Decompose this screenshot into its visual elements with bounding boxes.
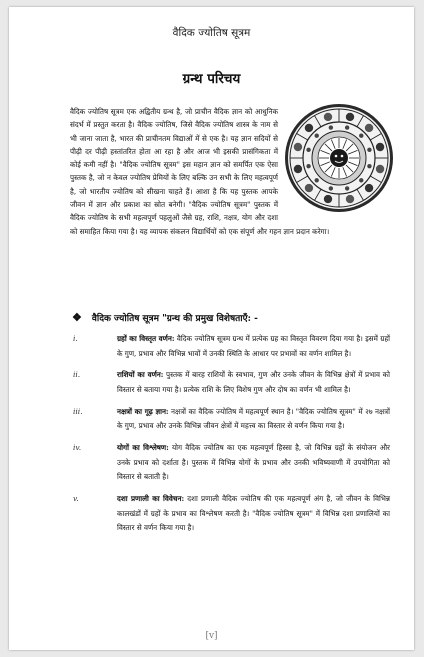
feature-item [70,368,390,397]
diamond-bullet-icon: ❖ [72,311,82,324]
feature-number: ii. [73,370,81,380]
feature-number: iii. [73,406,83,416]
feature-number: v. [73,494,79,504]
feature-item [70,405,390,434]
feature-text: वैदिक ज्योतिष सूत्रम ग्रन्थ में प्रत्येक ग्रह का विस्तृत विवरण दिया गया है। इसमें ग्रहों के गुण, प्रभाव और विभिन्न भावों में उनकी स्थिति के आधार पर प्रभावों का वर्णन शामिल है। [117,334,391,358]
features-heading-text: वैदिक ज्योतिष सूत्रम "ग्रन्थ की प्रमुख विशेषताएँ: - [91,314,258,324]
feature-title: दशा प्रणाली का विवेचन: [117,494,185,504]
feature-number: i. [73,334,78,343]
feature-title: योगों का विश्लेषण: [117,443,169,453]
feature-item [70,332,390,361]
feature-text: योग वैदिक ज्योतिष का एक महत्वपूर्ण हिस्सा है, जो विभिन्न ग्रहों के संयोजन और उनके प्रभाव को दर्शाता है। पुस्तक में विभिन्न योगों के प्रभाव और उनकी भविष्यवाणी में उपयोगिता को विस्तार से बताती है। [117,443,390,482]
feature-number: iv. [73,443,82,453]
feature-title: नक्षत्रों का गूढ़ ज्ञान: [117,406,169,416]
feature-title: राशियों का वर्णन: [117,370,164,380]
feature-item [70,441,390,485]
page-title: ग्रन्थ परिचय [182,71,241,87]
feature-text: नक्षत्रों का वैदिक ज्योतिष में महत्वपूर्ण स्थान है। "वैदिक ज्योतिष सूत्रम" में २७ नक्षत्रों के गुण, प्रभाव और उनके विभिन्न जीवन क्षेत्रों में महत्त्व का विस्तार से वर्णन किया गया है। [117,406,390,431]
feature-item [70,492,390,536]
feature-text: पुस्तक में बारह राशियों के स्वभाव, गुण और उनके जीवन के विभिन्न क्षेत्रों में प्रभाव को विस्तार से बताया गया है। प्रत्येक राशि के लिए विशेष गुण और दोष का वर्णन भी शामिल है। [117,370,390,394]
feature-title: ग्रहों का विस्तृत वर्णन: [117,334,175,343]
features-heading [70,311,390,324]
document-page [9,7,414,650]
zodiac-wheel-image [284,103,394,213]
running-header: वैदिक ज्योतिष सूत्रम [172,27,251,39]
features-list [70,332,390,543]
page-number: [v] [205,631,218,641]
intro-paragraph: वैदिक ज्योतिष सूत्रम एक अद्वितीय ग्रन्थ है, जो प्राचीन वैदिक ज्ञान को आधुनिक संदर्भ में प्रस्तुत करता है। वैदिक ज्योतिष, जिसे वैदिक ज्योतिष शास्त्र के नाम से भी जाना जाता है, भारत की प्राचीनतम विद्याओं में से एक है। यह ज्ञान सदियों से पीढ़ी दर पीढ़ी हस्तांतरित होता आ रहा है और आज भी इसकी प्रासंगिकता में कोई कमी नहीं है। "वैदिक ज्योतिष सूत्रम" इस महान ज्ञान को समर्पित एक ऐसा पुस्तक है, जो न केवल ज्योतिष प्रेमियों के लिए बल्कि उन सभी के लिए महत्वपूर्ण है, जो भारतीय ज्योतिष को सीखना चाहते हैं। आशा है कि यह पुस्तक आपके जीवन में ज्ञान और प्रकाश का स्रोत बनेगी। "वैदिक ज्योतिष सूत्रम" पुस्तक में वैदिक ज्योतिष के सभी महत्वपूर्ण पहलुओं जैसे ग्रह, राशि, नक्षत्र, योग और दशा को समाहित किया गया है। यह व्यापक संकलन विद्यार्थियों को एक संपूर्ण और गहन ज्ञान प्रदान करेगा। [70,107,330,236]
intro-block [70,105,390,238]
feature-text: दशा प्रणाली वैदिक ज्योतिष की एक महत्वपूर्ण अंग है, जो जीवन के विभिन्न कालखंडों में ग्रहों के प्रभाव का विश्लेषण करती है। "वैदिक ज्योतिष सूत्रम" में विभिन्न दशा प्रणालियों का विस्तार से वर्णन किया गया है। [117,494,390,533]
